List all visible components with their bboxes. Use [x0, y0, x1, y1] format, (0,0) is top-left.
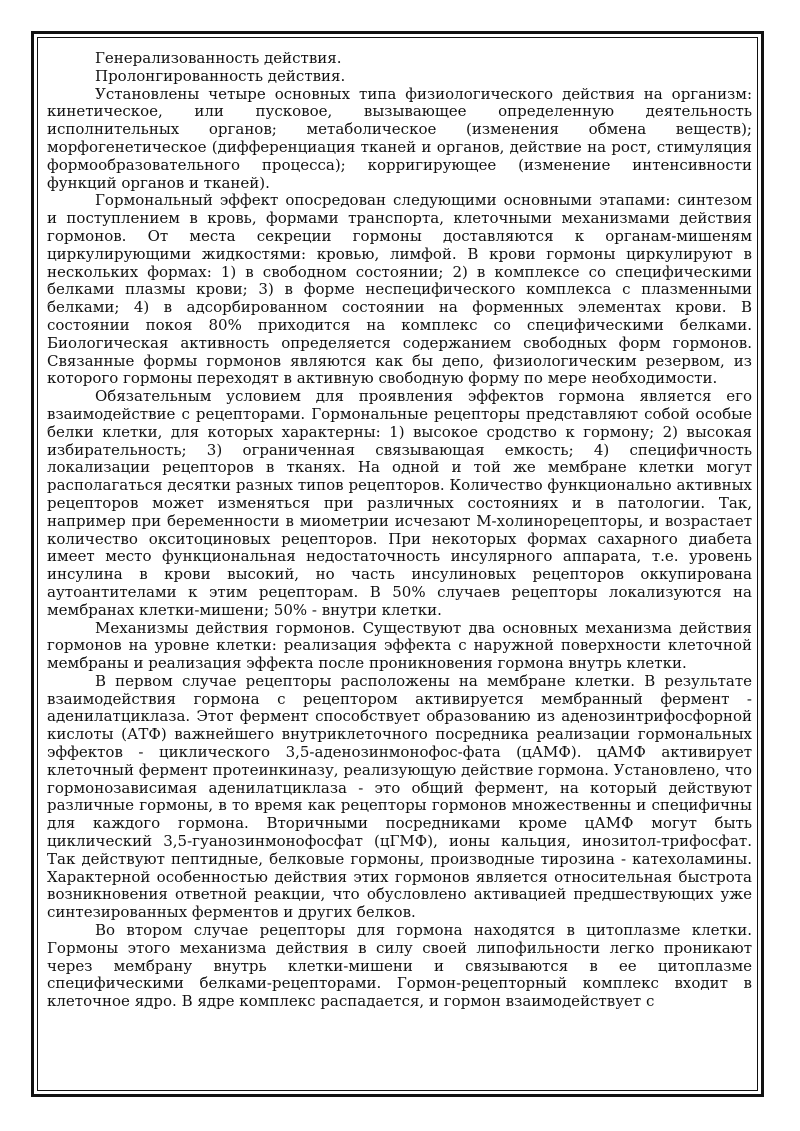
paragraph-action-types: Установлены четыре основных типа физиологического действия на организм: кинетическое, или пусковое, вызывающее определенную деятельность исполнительных органов; метаболическое (изменения обмена веществ); морфогенетическое (дифференциация тканей и органов, действие на рост, стимуляция формообразовательного процесса); корригирующее (изменение интенсивности функций органов и тканей). [47, 84, 752, 192]
paragraph-generalization: Генерализованность действия. [95, 49, 342, 67]
paragraph-receptors: Обязательным условием для проявления эффектов гормона является его взаимодействие с рецепторами. Гормональные рецепторы представляют собой особые белки клетки, для которых характерны: 1) высокое сродство к гормону; 2) высокая избирательность; 3) ограниченная связывающая емкость; 4) специфичность локализации рецепторов в тканях. На одной и той же мембране клетки могут располагаться десятки разных типов рецепторов. Количество функционально активных рецепторов может изменяться при различных состояниях и в патологии. Так, например при беременности в миометрии исчезают М-холинорецепторы, и возрастает количество окситоциновых рецепторов. При некоторых формах сахарного диабета имеет место функциональная недостаточность инсулярного аппарата, т.е. уровень инсулина в крови высокий, но часть инсулиновых рецепторов оккупирована аутоантителами к этим рецепторам. В 50% случаев рецепторы локализуются на мембранах клетки-мишени; 50% - внутри клетки. [47, 387, 752, 619]
document-body [47, 50, 752, 1011]
paragraph-cytoplasm-receptors: Во втором случае рецепторы для гормона находятся в цитоплазме клетки. Гормоны этого механизма действия в силу своей липофильности легко проникают через мембрану внутрь клетки-мишени и связываются в ее цитоплазме специфическими белками-рецепторами. Гормон-рецепторный комплекс входит в клеточное ядро. В ядре комплекс распадается, и гормон взаимодействует с [47, 921, 752, 1011]
paragraph-mechanisms: Механизмы действия гормонов. Существуют два основных механизма действия гормонов на уровне клетки: реализация эффекта с наружной поверхности клеточной мембраны и реализация эффекта после проникновения гормона внутрь клетки. [47, 618, 752, 673]
paragraph-hormonal-effect: Гормональный эффект опосредован следующими основными этапами: синтезом и поступлением в кровь, формами транспорта, клеточными механизмами действия гормонов. От места секреции гормоны доставляются к органам-мишеням циркулирующими жидкостями: кровью, лимфой. В крови гормоны циркулируют в нескольких формах: 1) в свободном состоянии; 2) в комплексе со специфическими белками плазмы крови; 3) в форме неспецифического комплекса с плазменными белками; 4) в адсорбированном состоянии на форменных элементах крови. В состоянии покоя 80% приходится на комплекс со специфическими белками. Биологическая активность определяется содержанием свободных форм гормонов. Связанные формы гормонов являются как бы депо, физиологическим резервом, из которого гормоны переходят в активную свободную форму по мере необходимости. [47, 191, 752, 388]
paragraph-membrane-receptors: В первом случае рецепторы расположены на мембране клетки. В результате взаимодействия гормона с рецептором активируется мембранный фермент - аденилатциклаза. Этот фермент способствует образованию из аденозинтрифосфорной кислоты (АТФ) важнейшего внутриклеточного посредника реализации гормональных эффектов - циклического 3,5-аденозинмонофос-фата (цАМФ). цАМФ активирует клеточный фермент протеинкиназу, реализующую действие гормона. Установлено, что гормонозависимая аденилатциклаза - это общий фермент, на который действуют различные гормоны, в то время как рецепторы гормонов множественны и специфичны для каждого гормона. Вторичными посредниками кроме цАМФ могут быть циклический 3,5-гуанозинмонофосфат (цГМФ), ионы кальция, инозитол-трифосфат. Так действуют пептидные, белковые гормоны, производные тирозина - катехоламины. Характерной особенностью действия этих гормонов является относительная быстрота возникновения ответной реакции, что обусловлено активацией предшествующих уже синтезированных ферментов и других белков. [47, 671, 752, 922]
paragraph-prolongation: Пролонгированность действия. [95, 66, 346, 85]
